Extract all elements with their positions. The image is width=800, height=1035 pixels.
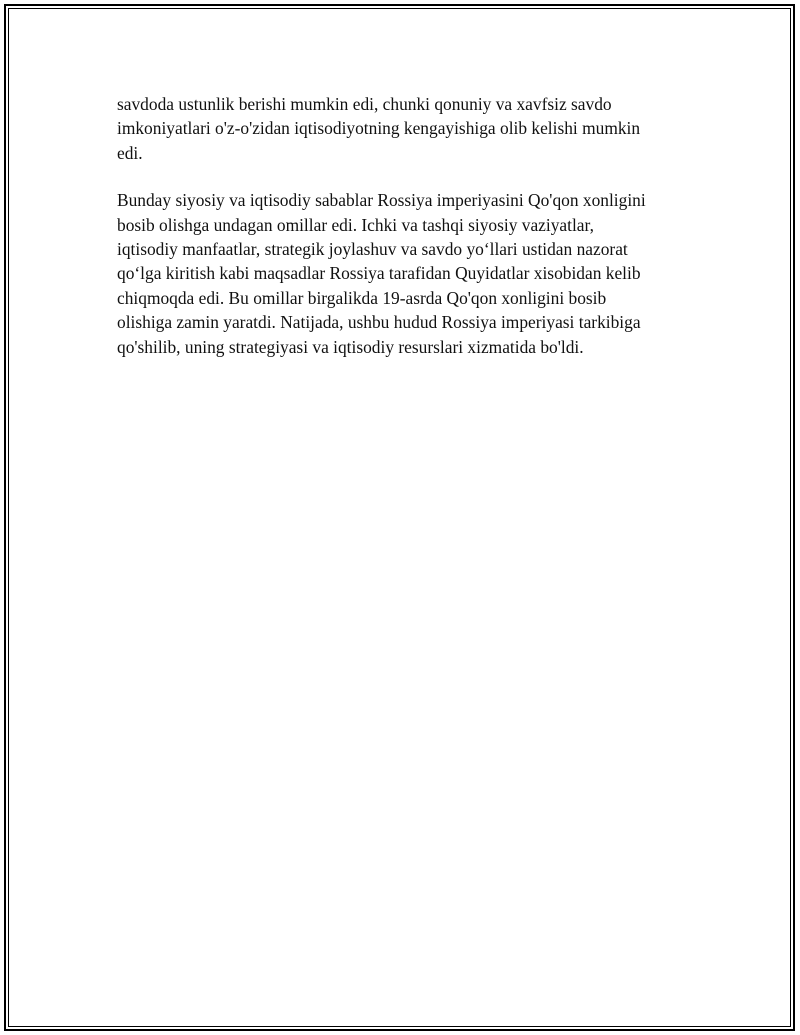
paragraph-line: Bunday siyosiy va iqtisodiy sabablar Rossiya imperiyasini Qo'qon xonligini — [117, 190, 646, 211]
paragraph-line: edi. — [117, 142, 143, 163]
paragraph-line: savdoda ustunlik berishi mumkin edi, chunki qonuniy va xavfsiz savdo — [117, 94, 612, 114]
paragraph-line: iqtisodiy manfaatlar, strategik joylashuv va savdo yo‘llari ustidan nazorat — [117, 238, 628, 259]
paragraph-line: qo‘lga kiritish kabi maqsadlar Rossiya tarafidan Quyidatlar xisobidan kelib — [117, 263, 641, 284]
paragraph-1 — [117, 92, 703, 165]
paragraph-line: imkoniyatlari o'z-o'zidan iqtisodiyotning kengayishiga olib kelishi mumkin — [117, 118, 641, 139]
paragraph-line: bosib olishga undagan omillar edi. Ichki va tashqi siyosiy vaziyatlar, — [117, 214, 594, 235]
paragraph-line: olishiga zamin yaratdi. Natijada, ushbu hudud Rossiya imperiyasi tarkibiga — [117, 312, 641, 333]
paragraph-spacer — [117, 165, 703, 188]
paragraph-line: chiqmoqda edi. Bu omillar birgalikda 19-asrda Qo'qon xonligini bosib — [117, 287, 607, 308]
paragraph-line: qo'shilib, uning strategiyasi va iqtisodiy resurslari xizmatida bo'ldi. — [117, 336, 584, 357]
document-body — [117, 92, 703, 359]
paragraph-2 — [117, 188, 703, 359]
